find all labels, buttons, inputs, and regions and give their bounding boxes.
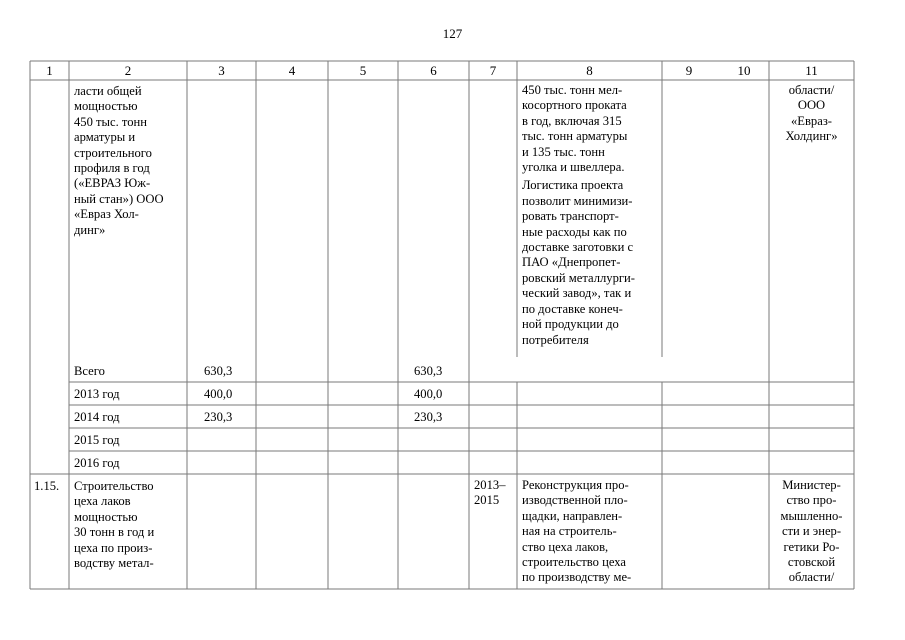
funding-label-2014: 2014 год xyxy=(74,410,120,424)
funding-col6-total: 630,3 xyxy=(414,364,443,378)
text-line: потребителя xyxy=(522,332,589,347)
funding-label-total: Всего xyxy=(74,364,105,378)
text-line: Строительство xyxy=(74,479,154,493)
text-line: ная на строитель- xyxy=(522,524,617,539)
header-col-8: 8 xyxy=(586,63,593,78)
text-line: водству метал- xyxy=(74,556,154,571)
text-line: («ЕВРАЗ Юж- xyxy=(74,176,151,191)
funding-col3-2014: 230,3 xyxy=(204,410,233,424)
text-line: стовской xyxy=(787,555,836,570)
header-col-1: 1 xyxy=(46,63,53,78)
text-line: мощностью xyxy=(74,509,138,524)
header-col-3: 3 xyxy=(218,63,225,78)
text-line: цеха лаков xyxy=(74,494,131,509)
text-line: позволит минимизи- xyxy=(522,193,633,208)
text-line: изводственной пло- xyxy=(522,493,628,508)
text-line: мощностью xyxy=(74,99,138,114)
text-line: ный стан») ООО xyxy=(74,191,164,206)
text-line: ровать транспорт- xyxy=(522,209,619,224)
page-number: 127 xyxy=(442,26,463,41)
text-line: строительство цеха xyxy=(522,555,626,570)
funding-label-2016: 2016 год xyxy=(74,456,120,470)
text-line: цеха по произ- xyxy=(74,540,153,555)
implementation-period xyxy=(474,478,516,509)
header-col-7: 7 xyxy=(489,63,497,78)
funding-col3-2013: 400,0 xyxy=(204,387,233,401)
text-line: профиля в год xyxy=(74,161,150,176)
text-line: сти и энер- xyxy=(781,524,842,539)
header-col-4: 4 xyxy=(288,63,296,78)
text-line: 30 тонн в год и xyxy=(74,525,155,540)
project-name-continued xyxy=(74,84,186,238)
text-line: области/ xyxy=(788,570,835,585)
project-description-continued xyxy=(522,83,658,348)
header-col-6: 6 xyxy=(430,63,437,78)
text-line: и 135 тыс. тонн xyxy=(522,144,605,159)
text-line: ные расходы как по xyxy=(522,224,627,239)
text-line: ческий завод», так и xyxy=(522,286,632,301)
text-line: Холдинг» xyxy=(785,129,838,144)
text-line: «Евраз- xyxy=(791,113,832,128)
text-line: ровский металлурги- xyxy=(522,270,635,285)
text-line: 2013– xyxy=(474,478,506,492)
text-line: Реконструкция про- xyxy=(522,478,629,492)
text-line: 2015 xyxy=(474,493,500,508)
header-col-9: 9 xyxy=(685,63,693,78)
text-line: 450 тыс. тонн мел- xyxy=(522,83,623,97)
funding-col3-total: 630,3 xyxy=(204,364,233,378)
funding-col6-2013: 400,0 xyxy=(414,387,443,401)
text-line: ство цеха лаков, xyxy=(522,539,609,554)
responsible-org-continued xyxy=(769,83,854,145)
text-line: ПАО «Днепропет- xyxy=(522,255,621,270)
text-line: мышленно- xyxy=(780,508,843,523)
header-col-2: 2 xyxy=(124,63,132,78)
text-line: Логистика проекта xyxy=(522,178,624,193)
text-line: по производству ме- xyxy=(522,570,632,585)
text-line: ной продукции до xyxy=(522,317,619,332)
text-line: в год, включая 315 xyxy=(522,113,622,128)
text-line: по доставке конеч- xyxy=(522,301,623,316)
project-description xyxy=(522,478,658,586)
row-number: 1.15. xyxy=(34,479,60,493)
funding-label-2013: 2013 год xyxy=(74,387,120,401)
responsible-org xyxy=(769,478,854,586)
text-line: уголка и швеллера. xyxy=(522,160,625,175)
header-col-11: 11 xyxy=(805,63,818,78)
text-line: ласти общей xyxy=(74,84,142,98)
text-line: строительного xyxy=(74,145,152,160)
text-line: ООО xyxy=(797,98,826,113)
text-line: 450 тыс. тонн xyxy=(74,114,148,129)
text-line: ство про- xyxy=(786,493,837,508)
funding-col6-2014: 230,3 xyxy=(414,410,443,424)
text-line: области/ xyxy=(788,83,835,97)
header-col-5: 5 xyxy=(359,63,367,78)
text-line: Министер- xyxy=(782,478,841,492)
text-line: гетики Ро- xyxy=(783,539,840,554)
text-line: косортного проката xyxy=(522,98,627,113)
text-line: щадки, направлен- xyxy=(522,508,623,523)
text-line: доставке заготовки с xyxy=(522,240,634,255)
project-name xyxy=(74,479,186,571)
text-line: тыс. тонн арматуры xyxy=(522,129,628,144)
header-col-10: 10 xyxy=(737,63,751,78)
text-line: динг» xyxy=(74,222,106,237)
funding-label-2015: 2015 год xyxy=(74,433,120,447)
text-line: арматуры и xyxy=(74,130,136,145)
text-line: «Евраз Хол- xyxy=(74,207,139,222)
